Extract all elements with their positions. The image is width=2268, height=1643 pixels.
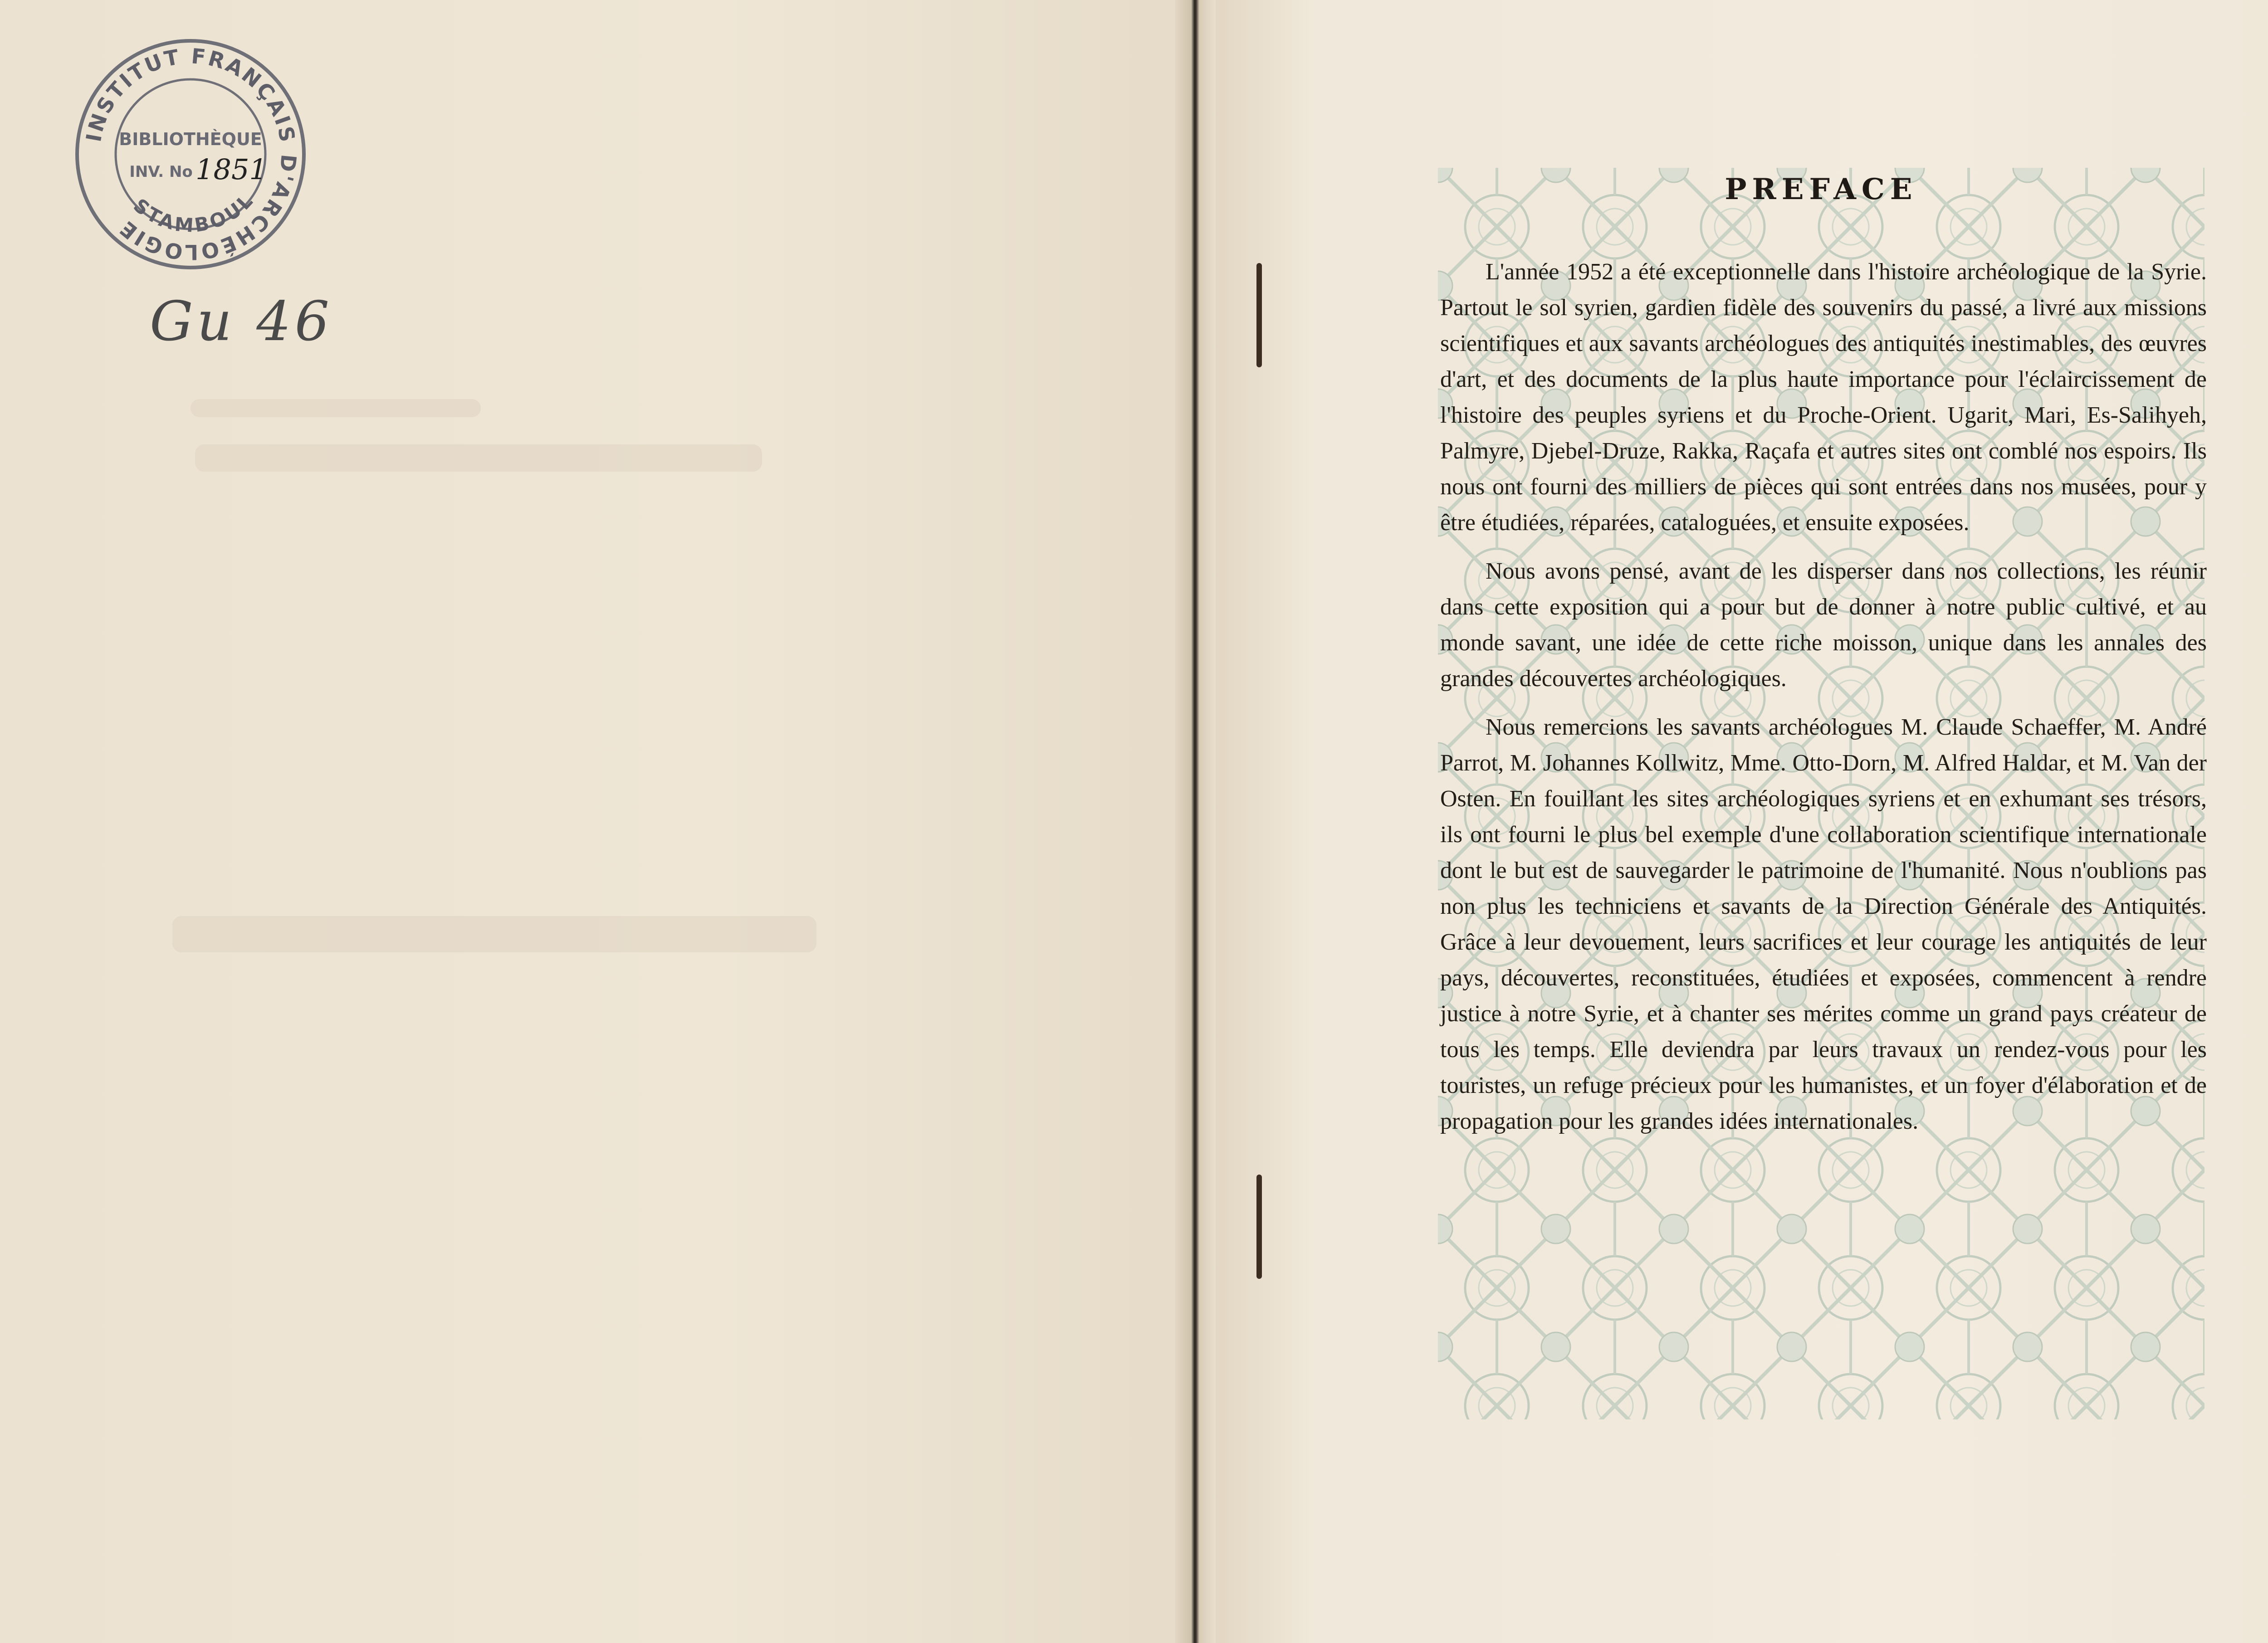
- binding-stitch-top: [1256, 263, 1262, 367]
- preface-paragraph: L'année 1952 a été exceptionnelle dans l'histoire archéologique de la Syrie. Partout le sol syrien, gardien fidèle des souvenirs du passé, a livré aux missions scientifiques et aux savants archéologues des antiquités inestimables, des œuvres d'art, et des documents de la plus haute importance pour l'éclaircissement de l'histoire des peuples syriens et du Proche-Orient. Ugarit, Mari, Es-Salihyeh, Palmyre, Djebel-Druze, Rakka, Raçafa et autres sites ont comblé nos espoirs. Ils nous ont fourni des milliers de pièces qui sont entrées dans nos musées, pour y être étudiées, réparées, cataloguées, et ensuite exposées.: [1440, 259, 2207, 536]
- stamp-inv-number: 1851: [196, 153, 267, 186]
- shelf-mark: Gu 46: [150, 290, 333, 353]
- stamp-ring-text: INSTITUT FRANÇAIS D'ARCHÉOLOGIE: [81, 44, 301, 265]
- stamp-library-label: BIBLIOTHÈQUE: [119, 129, 262, 149]
- stamp-inv-label: INV. No: [129, 163, 193, 181]
- book-gutter: [1175, 0, 1216, 1643]
- binding-stitch-bottom: [1256, 1175, 1262, 1279]
- bleed-through-mark: [172, 916, 816, 952]
- preface-text: [1440, 254, 2207, 1152]
- bleed-through-mark: [195, 444, 762, 472]
- preface-paragraph: Nous avons pensé, avant de les disperser dans nos collections, les réunir dans cette exposition qui a pour but de donner à notre public cultivé, et au monde savant, une idée de cette riche moisson, unique dans les annales des grandes découvertes archéologiques.: [1440, 558, 2207, 692]
- library-stamp: [64, 27, 318, 281]
- stamp-location: STAMBOUL: [129, 188, 259, 237]
- preface-title: PREFACE: [1725, 172, 1918, 206]
- preface-paragraph: Nous remercions les savants archéologues M. Claude Schaeffer, M. André Parrot, M. Johannes Kollwitz, Mme. Otto-Dorn, M. Alfred Haldar, et M. Van der Osten. En fouillant les sites archéologiques syriens et en exhumant ses trésors, ils ont fourni le plus bel exemple d'une collaboration scientifique internationale dont le but est de sauvegarder le patrimoine de l'humanité. Nous n'oublions pas non plus les techniciens et savants de la Direction Générale des Antiquités. Grâce à leur devouement, leurs sacrifices et leur courage les antiquités de leur pays, découvertes, reconstituées, étudiées et exposées, commencent à rendre justice à notre Syrie, et à chanter ses mérites comme un grand pays créateur de tous les temps. Elle deviendra par leurs travaux un rendez-vous pour les touristes, un refuge précieux pour les humanistes, et un foyer d'élaboration et de propagation pour les grandes idées internationales.: [1440, 714, 2207, 1134]
- bleed-through-mark: [191, 399, 481, 417]
